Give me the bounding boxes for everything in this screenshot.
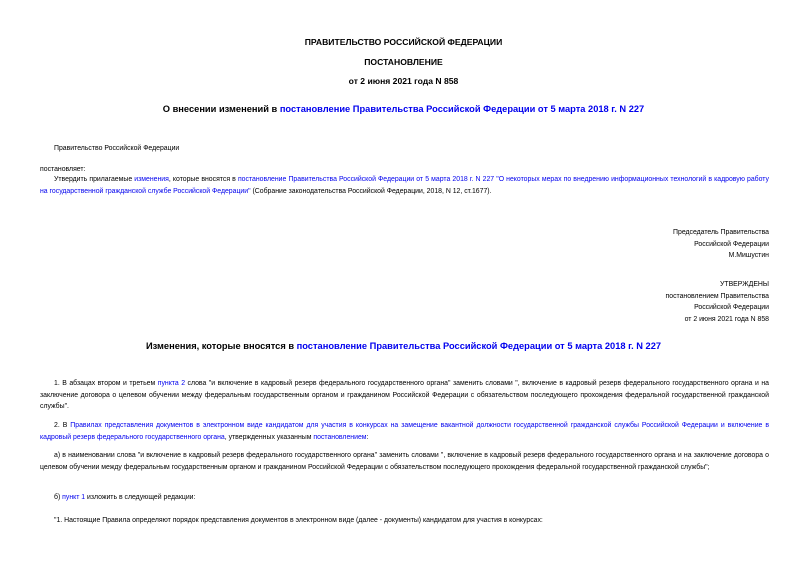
- changes-title: [0, 341, 807, 351]
- item-1-text: слова "и включение в кадровый резерв федерального государственного органа" заменить словами ", включение в кадровый резерв федерального государственного органа и на заключение договора о целевом обучении между федеральным государственным органом и гражданином Российской Федерации с обязательством последующего прохождения федеральной государственной гражданской службы".: [40, 380, 769, 411]
- approve-changes-link[interactable]: изменения: [134, 176, 169, 183]
- item-2-prefix: 2. В: [54, 422, 71, 429]
- title-prefix: О внесении изменений в: [162, 104, 280, 114]
- item-2-mid: , утвержденных указанным: [224, 433, 314, 441]
- item-2a-text: а) в наименовании слова "и включение в кадровый резерв федерального государственного органа" заменить словами ", включение в кадровый резерв федерального государственного органа и на заключение договора о целевом обучении между федеральным государственным органом и гражданином Российской Федерации с обязательством последующего прохождения федеральной государственной гражданской службы";: [40, 452, 769, 471]
- document-type: ПОСТАНОВЛЕНИЕ: [364, 57, 443, 67]
- approve-resolution-link[interactable]: постановление Правительства Российской Федерации от 5 марта 2018 г. N 227: [237, 176, 495, 183]
- item-1-paragraph: [40, 378, 769, 413]
- approve-resolution-title-link[interactable]: "О некоторых мерах по внедрению информационных технологий в кадровую работу на государственной гражданской службе Российской Федерации": [40, 176, 769, 195]
- signature-title: Председатель Правительства: [673, 229, 769, 236]
- title-link[interactable]: постановление Правительства Российской Федерации от 5 марта 2018 г. N 227: [279, 104, 645, 114]
- intro-approve-paragraph: [40, 174, 769, 197]
- item-last-paragraph: "1. Настоящие Правила определяют порядок представления документов в электронном виде (далее - документы) кандидатом для участия в конкурсах:: [54, 517, 543, 524]
- signature-name: М.Мишустин: [728, 252, 769, 260]
- approve-suffix: (Собрание законодательства Российской Федерации, 2018, N 12, ст.1677).: [250, 187, 492, 195]
- approved-block: [480, 279, 769, 325]
- item-2-resolution-link[interactable]: постановлением: [313, 433, 367, 441]
- intro-decides: постановляет:: [40, 166, 86, 173]
- item-2a-paragraph: [40, 450, 769, 473]
- changes-title-link[interactable]: постановление Правительства Российской Федерации от 5 марта 2018 г. N 227: [296, 341, 662, 351]
- document-title: [0, 104, 807, 114]
- item-2-paragraph: [40, 420, 769, 443]
- approved-country: Российской Федерации: [694, 304, 769, 312]
- document-date: от 2 июня 2021 года N 858: [348, 76, 459, 86]
- approved-date: от 2 июня 2021 года N 858: [684, 315, 769, 323]
- item-1-prefix: 1. В абзацах втором и третьем: [54, 380, 158, 387]
- intro-government: Правительство Российской Федерации: [54, 145, 180, 152]
- approve-prefix: Утвердить прилагаемые: [54, 176, 135, 183]
- changes-title-prefix: Изменения, которые вносятся в: [145, 341, 297, 351]
- approved-label: УТВЕРЖДЕНЫ: [720, 281, 769, 288]
- item-2b-suffix: изложить в следующей редакции:: [85, 494, 196, 501]
- item-2b-prefix: б): [54, 494, 63, 501]
- approve-mid: , которые вносятся в: [168, 176, 238, 183]
- item-2-rules-link[interactable]: Правилах представления документов в электронном виде кандидатом для участия в конкурсах на замещение вакантной должности государственной гражданской службы Российской Федерации и включение в кадровый резерв федерального государственного органа: [40, 422, 770, 441]
- item-1-link[interactable]: пункта 2: [157, 380, 186, 387]
- approved-by: постановлением Правительства: [665, 292, 769, 300]
- item-2b-link[interactable]: пункт 1: [62, 494, 86, 501]
- government-heading: ПРАВИТЕЛЬСТВО РОССИЙСКОЙ ФЕДЕРАЦИИ: [304, 37, 503, 47]
- signature-country: Российской Федерации: [694, 240, 769, 248]
- item-2b-paragraph: [54, 492, 195, 504]
- item-2-suffix: :: [366, 433, 369, 441]
- signature-block: [480, 227, 769, 262]
